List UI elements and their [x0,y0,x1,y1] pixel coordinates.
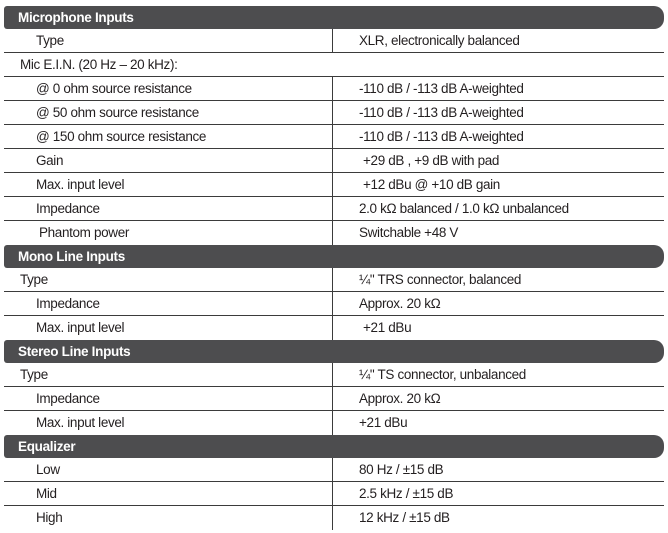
spec-row-ein-50 [4,101,664,125]
spec-label: Max. input level [4,316,333,340]
spec-value: ¼" TS connector, unbalanced [359,367,526,382]
spec-row-mic-type [4,29,664,53]
spec-row-mono-max-level [4,316,664,340]
section-header-mono-line: Mono Line Inputs [4,245,664,268]
spec-label: @ 50 ohm source resistance [4,101,333,124]
spec-row-stereo-impedance [4,387,664,411]
section-header-equalizer: Equalizer [4,435,664,458]
spec-label: Mid [4,482,333,505]
spec-value: 80 Hz / ±15 dB [359,462,444,477]
spec-label: High [4,506,333,530]
spec-value: ¼" TRS connector, balanced [359,272,522,287]
spec-value: +12 dBu @ +10 dB gain [363,177,500,192]
spec-value: -110 dB / -113 dB A-weighted [359,81,524,96]
spec-table [4,0,664,530]
spec-value: +21 dBu [363,320,412,335]
spec-label: Low [4,458,333,481]
spec-label: Max. input level [4,411,333,435]
spec-row-stereo-max-level [4,411,664,435]
spec-row-eq-mid [4,482,664,506]
spec-value: -110 dB / -113 dB A-weighted [359,105,524,120]
section-header-microphone: Microphone Inputs [4,6,664,29]
spec-row-mic-impedance [4,197,664,221]
spec-row-stereo-type [4,363,664,387]
spec-value: XLR, electronically balanced [359,33,520,48]
spec-label: @ 0 ohm source resistance [4,77,333,100]
spec-row-eq-high [4,506,664,530]
spec-subheading-mic-ein: Mic E.I.N. (20 Hz – 20 kHz): [4,53,664,77]
spec-row-mic-max-level [4,173,664,197]
spec-label: Impedance [4,387,333,410]
spec-label: Type [4,363,333,386]
spec-value: 2.0 kΩ balanced / 1.0 kΩ unbalanced [359,201,569,216]
spec-value: 12 kHz / ±15 dB [359,510,450,525]
spec-row-mono-type [4,268,664,292]
spec-row-eq-low [4,458,664,482]
spec-row-phantom-power [4,221,664,245]
spec-label: Impedance [4,197,333,220]
spec-value: 2.5 kHz / ±15 dB [359,486,454,501]
spec-label: Type [4,29,333,52]
spec-value: Approx. 20 kΩ [359,391,441,406]
spec-label: Gain [4,149,333,172]
spec-label: @ 150 ohm source resistance [4,125,333,148]
spec-label: Phantom power [4,221,333,245]
spec-row-mono-impedance [4,292,664,316]
spec-row-ein-150 [4,125,664,149]
spec-value: -110 dB / -113 dB A-weighted [359,129,524,144]
spec-label: Max. input level [4,173,333,196]
spec-value: +29 dB , +9 dB with pad [363,153,500,168]
spec-row-ein-0 [4,77,664,101]
spec-value: Approx. 20 kΩ [359,296,441,311]
spec-row-gain [4,149,664,173]
spec-value: +21 dBu [359,415,408,430]
spec-label: Type [4,268,333,291]
spec-value: Switchable +48 V [359,225,459,240]
section-header-stereo-line: Stereo Line Inputs [4,340,664,363]
spec-label: Impedance [4,292,333,315]
